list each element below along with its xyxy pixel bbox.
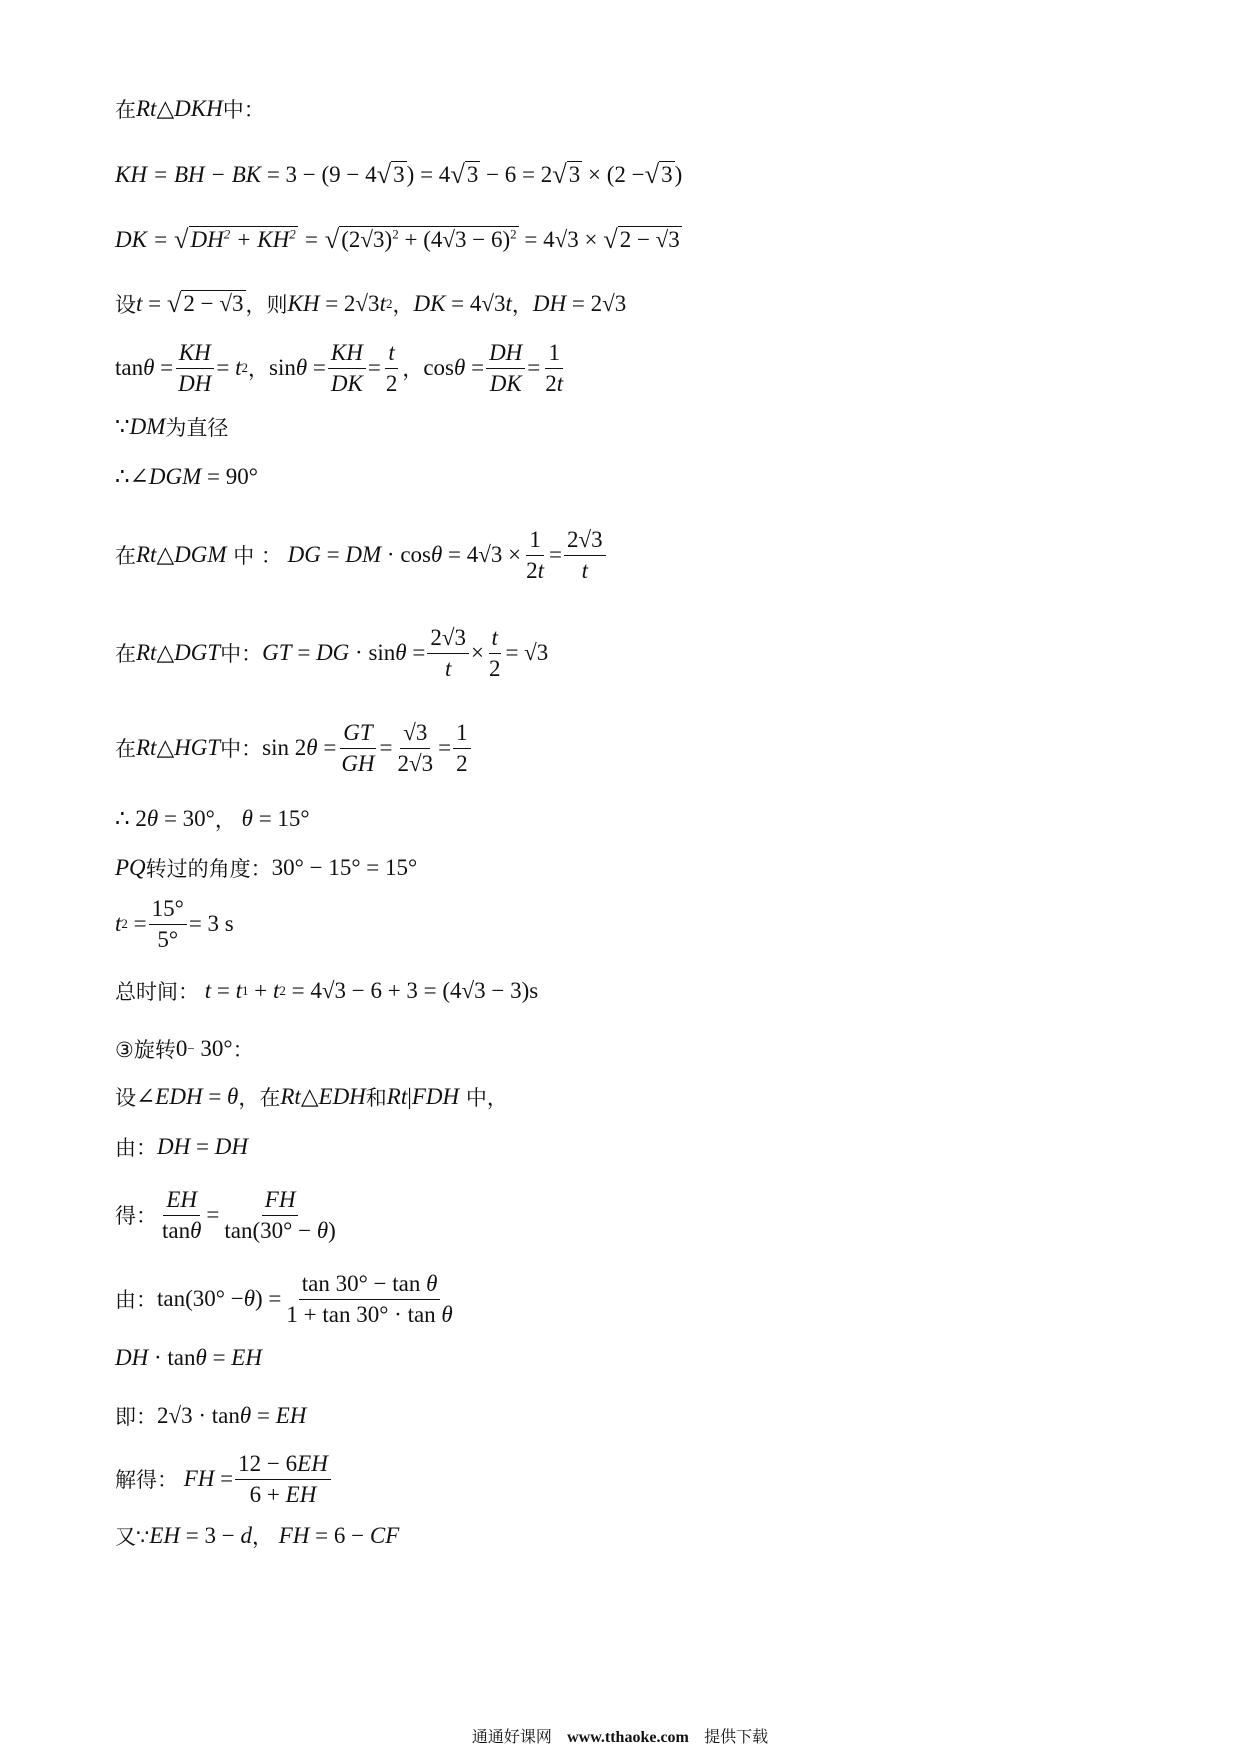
text-line: PQ 转过的角度： 30° − 15° = 15° — [115, 855, 418, 881]
text-line: 总时间： t = t 1 + t 2 = 4√3 − 6 + 3 = (4√3 − 3)s — [115, 978, 539, 1004]
equation-line: 在 Rt △ HGT 中： sin 2 θ = $\frac{GT}{GH}$ = $\frac{√3}{2√3}$ = $\frac{1}{2}$ — [115, 713, 473, 783]
equation-line: t 2 = $\frac{15^\circ}{5^\circ}$ = 3 s — [115, 896, 234, 952]
text-line: 在 Rt △ DKH 中： — [115, 96, 265, 122]
equation-line: 在 Rt △ DGT 中： GT = DG · sin θ = $\frac{2√3}{t}$ × $\frac{t}{2}$ = √3 — [115, 625, 549, 681]
equation-line: tan θ = $\frac{KH}{DH}$ = t 2 ， sin θ = $\frac{KH}{DK}$ = $\frac{t}{2}$ ， cos θ = $\frac{DH}{DK}$ = $\frac{1}{2t}$ — [115, 340, 564, 396]
text-line: DH · tan θ = EH — [115, 1345, 262, 1370]
text-line: ∴ 2 θ = 30° ， θ = 15° — [115, 806, 310, 832]
equation-line: DK = √ $DH^2 + KH^2$ = √ $(2√3)^2 + (4√3 - 6)^2$ = 4√3 × √ 2 − √3 — [115, 224, 680, 255]
equation-line: 由： tan(30° − θ ) = $\frac{\text{tan 30° − tan θ}}{\text{1 + tan 30° · tan θ}}$ — [115, 1271, 453, 1327]
text-line: ∵ DM 为直径 — [115, 414, 229, 440]
text-line: 由： DH = DH — [115, 1134, 248, 1160]
text-line: ∴∠ DGM = 90° — [115, 464, 258, 489]
equation-line: 得： $\frac{EH}{\tan\theta}$ = $\frac{FH}{\tan(30^\circ - \theta)}$ — [115, 1187, 336, 1243]
text-line: 设 ∠ EDH = θ ，在 Rt △ EDH 和 Rt | FDH 中， — [115, 1084, 508, 1110]
text-line: 又∵ EH = 3 − d ， FH = 6 − CF — [115, 1523, 400, 1549]
footer-site-name: 通通好课网 — [471, 1727, 552, 1746]
footer-download-text: 提供下载 — [704, 1727, 769, 1746]
equation-line: 解得： FH = $\frac{12 - 6EH}{6 + EH}$ — [115, 1447, 333, 1511]
text-line: 设 t = √ 2 − √3 ，则 KH = 2√3 t 2 ， DK = 4√3 t ， DH = 2√3 — [115, 288, 627, 319]
text-line: 即： 2√3 · tan θ = EH — [115, 1403, 307, 1429]
footer-url[interactable]: www.tthaoke.com — [567, 1729, 689, 1746]
equation-line: 在 Rt △ DGM 中 ： DG = DM · cos θ = 4√3 × $\frac{1}{2t}$ = $\frac{2√3}{t}$ — [115, 520, 608, 590]
text-line: ③旋转 0 − 30° ： — [115, 1036, 254, 1062]
equation-line: KH = BH − BK = 3 − (9 − 4 √ 3 ) = 4 √ 3 − 6 = 2 √ 3 × (2 − √ 3 ) — [115, 159, 683, 190]
page-footer — [0, 1724, 1240, 1747]
